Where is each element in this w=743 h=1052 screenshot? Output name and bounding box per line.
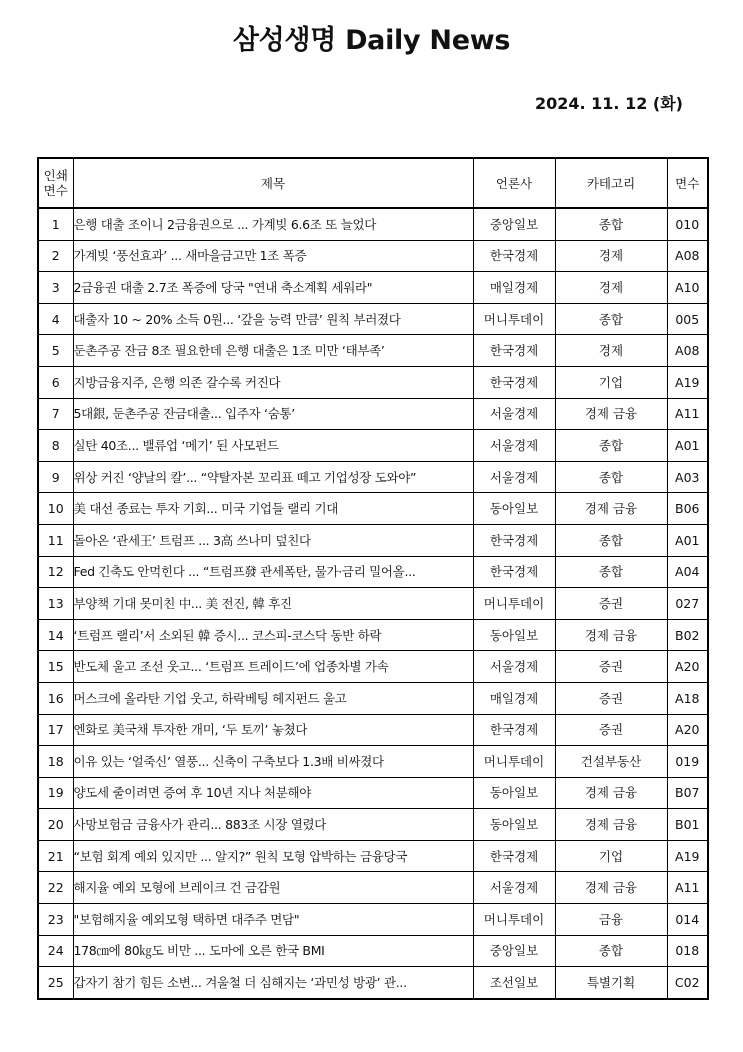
row-category: 증권 [555, 651, 667, 683]
row-category: 종합 [555, 524, 667, 556]
column-header-print-page [38, 158, 73, 208]
row-title: 위상 커진 ‘양날의 칼’... “약탈자본 꼬리표 떼고 기업성장 도와야” [73, 461, 473, 493]
table-row [38, 556, 708, 588]
row-page: 018 [667, 935, 708, 967]
row-title: 가계빚 ‘풍선효과’ ... 새마을금고만 1조 폭증 [73, 240, 473, 272]
row-title: 은행 대출 조이니 2금융권으로 ... 가계빚 6.6조 또 늘었다 [73, 208, 473, 240]
row-page: 019 [667, 746, 708, 778]
row-number: 12 [38, 556, 73, 588]
row-number: 9 [38, 461, 73, 493]
row-publisher: 한국경제 [473, 240, 555, 272]
row-publisher: 서울경제 [473, 398, 555, 430]
row-number: 20 [38, 809, 73, 841]
row-publisher: 매일경제 [473, 682, 555, 714]
column-header-print-page-line2: 면수 [43, 183, 68, 198]
report-date: 2024. 11. 12 (화) [534, 94, 683, 113]
row-title: 엔화로 美국채 투자한 개미, ‘두 토끼’ 놓쳤다 [73, 714, 473, 746]
table-header-row [38, 158, 708, 208]
row-publisher: 조선일보 [473, 967, 555, 999]
row-title: 2금융권 대출 2.7조 폭증에 당국 "연내 축소계획 세워라" [73, 272, 473, 304]
table-row [38, 777, 708, 809]
table-row [38, 303, 708, 335]
table-row [38, 524, 708, 556]
table-row [38, 651, 708, 683]
row-category: 경제 [555, 335, 667, 367]
row-page: B01 [667, 809, 708, 841]
row-number: 19 [38, 777, 73, 809]
row-publisher: 동아일보 [473, 619, 555, 651]
column-header-page: 면수 [667, 158, 708, 208]
row-category: 종합 [555, 461, 667, 493]
row-title: "보험해지율 예외모형 택하면 대주주 면담" [73, 904, 473, 936]
table-row [38, 208, 708, 240]
row-page: B02 [667, 619, 708, 651]
row-publisher: 동아일보 [473, 809, 555, 841]
row-number: 4 [38, 303, 73, 335]
row-number: 11 [38, 524, 73, 556]
row-title: 지방금융지주, 은행 의존 갈수록 커진다 [73, 366, 473, 398]
row-publisher: 동아일보 [473, 493, 555, 525]
row-number: 23 [38, 904, 73, 936]
row-page: A08 [667, 240, 708, 272]
row-number: 15 [38, 651, 73, 683]
row-category: 경제 금융 [555, 493, 667, 525]
row-number: 17 [38, 714, 73, 746]
row-title: 이유 있는 ‘얼죽신’ 열풍... 신축이 구축보다 1.3배 비싸졌다 [73, 746, 473, 778]
row-category: 증권 [555, 682, 667, 714]
table-row [38, 461, 708, 493]
row-number: 25 [38, 967, 73, 999]
row-category: 종합 [555, 430, 667, 462]
table-row [38, 366, 708, 398]
row-publisher: 매일경제 [473, 272, 555, 304]
row-category: 종합 [555, 208, 667, 240]
row-number: 1 [38, 208, 73, 240]
row-title: “보험 회계 예외 있지만 ... 알지?” 원칙 모형 압박하는 금융당국 [73, 840, 473, 872]
column-header-category: 카테고리 [555, 158, 667, 208]
row-page: 027 [667, 588, 708, 620]
table-row [38, 240, 708, 272]
table-row [38, 746, 708, 778]
row-number: 8 [38, 430, 73, 462]
row-number: 5 [38, 335, 73, 367]
row-number: 13 [38, 588, 73, 620]
row-category: 종합 [555, 935, 667, 967]
row-title: 178㎝에 80㎏도 비만 ... 도마에 오른 한국 BMI [73, 935, 473, 967]
table-row [38, 840, 708, 872]
row-page: A19 [667, 366, 708, 398]
row-publisher: 머니투데이 [473, 746, 555, 778]
table-row [38, 335, 708, 367]
row-publisher: 머니투데이 [473, 904, 555, 936]
row-publisher: 서울경제 [473, 872, 555, 904]
row-publisher: 머니투데이 [473, 303, 555, 335]
row-page: B07 [667, 777, 708, 809]
row-publisher: 중앙일보 [473, 208, 555, 240]
row-publisher: 동아일보 [473, 777, 555, 809]
table-row [38, 682, 708, 714]
row-category: 증권 [555, 588, 667, 620]
row-publisher: 서울경제 [473, 461, 555, 493]
row-page: C02 [667, 967, 708, 999]
row-publisher: 서울경제 [473, 430, 555, 462]
row-number: 10 [38, 493, 73, 525]
row-publisher: 서울경제 [473, 651, 555, 683]
row-page: A08 [667, 335, 708, 367]
row-page: A10 [667, 272, 708, 304]
row-title: 美 대선 종료는 투자 기회... 미국 기업들 랠리 기대 [73, 493, 473, 525]
row-category: 경제 금융 [555, 777, 667, 809]
row-title: 반도체 울고 조선 웃고... ‘트럼프 트레이드’에 업종차별 가속 [73, 651, 473, 683]
row-title: ‘트럼프 랠리’서 소외된 韓 증시... 코스피-코스닥 동반 하락 [73, 619, 473, 651]
table-row [38, 493, 708, 525]
table-row [38, 588, 708, 620]
row-category: 기업 [555, 840, 667, 872]
row-page: B06 [667, 493, 708, 525]
row-title: 돌아온 ‘관세王’ 트럼프 ... 3高 쓰나미 덮친다 [73, 524, 473, 556]
row-publisher: 한국경제 [473, 366, 555, 398]
row-title: 사망보험금 금융사가 관리... 883조 시장 열렸다 [73, 809, 473, 841]
row-number: 22 [38, 872, 73, 904]
row-category: 경제 금융 [555, 619, 667, 651]
row-page: A11 [667, 398, 708, 430]
row-title: 갑자기 참기 힘든 소변... 겨울철 더 심해지는 ‘과민성 방광’ 관... [73, 967, 473, 999]
row-title: 실탄 40조... 밸류업 ‘메기’ 된 사모펀드 [73, 430, 473, 462]
row-title: 5대銀, 둔촌주공 잔금대출... 입주자 ‘숨통’ [73, 398, 473, 430]
row-category: 종합 [555, 303, 667, 335]
row-category: 기업 [555, 366, 667, 398]
row-number: 7 [38, 398, 73, 430]
column-header-print-page-line1: 인쇄 [43, 168, 68, 183]
column-header-title: 제목 [73, 158, 473, 208]
row-title: 둔촌주공 잔금 8조 필요한데 은행 대출은 1조 미만 ‘태부족’ [73, 335, 473, 367]
row-number: 14 [38, 619, 73, 651]
table-row [38, 619, 708, 651]
row-page: 014 [667, 904, 708, 936]
row-page: A20 [667, 651, 708, 683]
row-publisher: 한국경제 [473, 335, 555, 367]
row-title: 머스크에 올라탄 기업 웃고, 하락베팅 헤지펀드 울고 [73, 682, 473, 714]
table-row [38, 967, 708, 999]
table-row [38, 809, 708, 841]
row-category: 건설부동산 [555, 746, 667, 778]
row-number: 3 [38, 272, 73, 304]
row-category: 금융 [555, 904, 667, 936]
table-row [38, 872, 708, 904]
table-row [38, 935, 708, 967]
row-number: 16 [38, 682, 73, 714]
row-category: 경제 [555, 240, 667, 272]
table-row [38, 398, 708, 430]
row-category: 증권 [555, 714, 667, 746]
column-header-publisher: 언론사 [473, 158, 555, 208]
row-category: 경제 금융 [555, 398, 667, 430]
table-row [38, 714, 708, 746]
row-title: 부양책 기대 못미친 中... 美 전진, 韓 후진 [73, 588, 473, 620]
row-page: A18 [667, 682, 708, 714]
row-category: 경제 금융 [555, 809, 667, 841]
row-category: 특별기획 [555, 967, 667, 999]
row-number: 21 [38, 840, 73, 872]
row-number: 2 [38, 240, 73, 272]
row-category: 경제 금융 [555, 872, 667, 904]
row-number: 24 [38, 935, 73, 967]
row-title: 대출자 10 ~ 20% 소득 0원... ‘갚을 능력 만큼’ 원칙 부러졌다 [73, 303, 473, 335]
row-publisher: 머니투데이 [473, 588, 555, 620]
row-page: A20 [667, 714, 708, 746]
row-number: 6 [38, 366, 73, 398]
row-page: A03 [667, 461, 708, 493]
row-publisher: 한국경제 [473, 840, 555, 872]
table-row [38, 272, 708, 304]
row-page: 005 [667, 303, 708, 335]
row-page: A01 [667, 524, 708, 556]
table-row [38, 430, 708, 462]
row-page: A01 [667, 430, 708, 462]
row-publisher: 한국경제 [473, 524, 555, 556]
table-row [38, 904, 708, 936]
row-number: 18 [38, 746, 73, 778]
row-category: 종합 [555, 556, 667, 588]
row-publisher: 한국경제 [473, 556, 555, 588]
row-title: 양도세 줄이려면 증여 후 10년 지나 처분해야 [73, 777, 473, 809]
row-page: A11 [667, 872, 708, 904]
row-category: 경제 [555, 272, 667, 304]
news-table [37, 157, 709, 1000]
row-page: A04 [667, 556, 708, 588]
row-title: 해지율 예외 모형에 브레이크 건 금감원 [73, 872, 473, 904]
row-title: Fed 긴축도 안먹힌다 ... “트럼프發 관세폭탄, 물가·금리 밀어올... [73, 556, 473, 588]
page-title: 삼성생명 Daily News [232, 25, 511, 56]
row-page: 010 [667, 208, 708, 240]
row-publisher: 한국경제 [473, 714, 555, 746]
row-publisher: 중앙일보 [473, 935, 555, 967]
row-page: A19 [667, 840, 708, 872]
